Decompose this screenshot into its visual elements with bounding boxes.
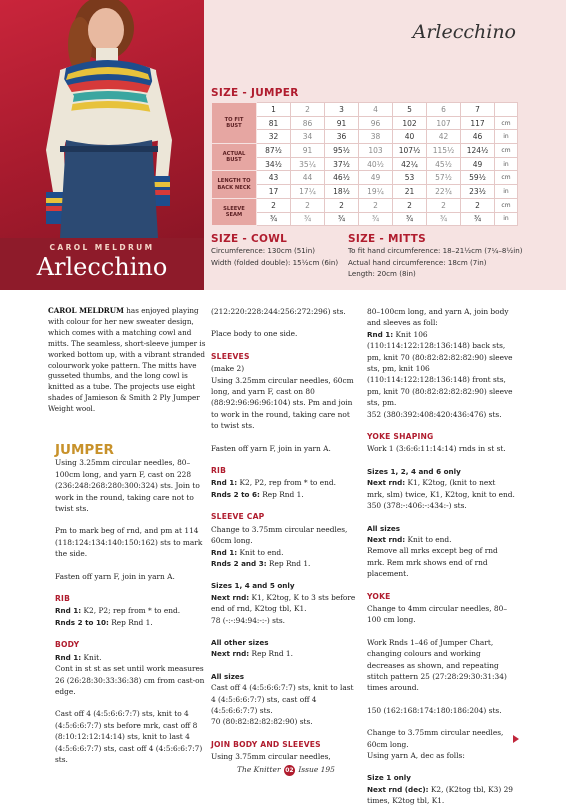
body-rnd1-label: Rnd 1: [55,652,82,662]
intro-text: has enjoyed playing with colour for her new sweater design, which comes with a matching cowl and mitts. The seamless, short-sleeve jumper is worked bottom up, with a vibrant stranded colourwork yoke pattern. The mitts have gusseted thumbs, and the long cowl is knitted as a tube. The projects use eight shades of Jamieson & Smith 2 Ply Jumper Weight wool. [48,306,206,414]
size-cell: 4 [359,103,393,117]
size-cell: 115½ [427,144,461,158]
size-cell: 49 [359,171,393,185]
jumper-cast-on: Using 3.25mm circular needles, 80–100cm long, and yarn F, cast on 228 (236:248:268:280:300:324) sts. Join to work in the round, taking care not to twist sts. [55,458,200,514]
column-3 [367,306,515,807]
size-cell: ¾ [359,212,393,226]
size-unit: cm [495,144,518,158]
size-jumper-heading: SIZE - JUMPER [211,87,299,99]
size-cell: 107 [427,116,461,130]
cap-rnd2-label: Rnds 2 and 3: [211,558,267,568]
sleeve-rib-rnd1: K2, P2, rep from * to end. [237,478,336,488]
size-table [211,102,518,226]
size-cell: 37½ [325,157,359,171]
size-cell: 6 [427,103,461,117]
size-row [212,144,518,158]
rib-rnd2-label: Rnds 2 to 10: [55,617,109,627]
intro-paragraph [48,306,212,415]
size-cowl-heading: SIZE - COWL [211,233,288,245]
rib-rnd1-label: Rnd 1: [55,606,82,616]
size-cell: 35¼ [291,157,325,171]
running-title: Arlecchino [412,21,516,43]
join-continued: 80–100cm long, and yarn A, join body and sleeves as foll: [367,307,509,328]
size-cell: 40 [393,130,427,144]
mitts-fit: To fit hand circumference: 18–21½cm (7¼–8½in) [348,246,523,255]
size-cell: 49 [461,157,495,171]
intro-lead: CAROL MELDRUM [48,306,125,315]
continue-arrow-icon [513,735,519,743]
size-cell: 91 [291,144,325,158]
yoke-chart: Work Rnds 1–46 of Jumper Chart, changing colours and working decreases as shown, and repeating stitch pattern 25 (27:28:29:30:31:34) times around. [367,637,507,693]
yoke-needles: Change to 4mm circular needles, 80–100 cm long. [367,603,508,625]
size-cell: 22¾ [427,185,461,199]
yoke-all-next-label: Next rnd: [367,534,406,544]
body-length: Cont in st st as set until work measures 26 (26:28:30:33:36:38) cm from cast-on edge. [55,664,205,696]
body-stitch-count: (212:220:228:244:256:272:296) sts. [211,307,346,316]
place-body-aside: Place body to one side. [211,329,298,339]
size-cell: 1 [257,103,291,117]
magazine-name: The Knitter [237,765,281,774]
join-rnd1-label: Rnd 1: [367,329,394,339]
size-row-label: LENGTH TO BACK NECK [212,171,257,198]
sizes-145-next-label: Next rnd: [211,592,250,602]
size-cell: 46½ [325,171,359,185]
size-cell: ¾ [325,212,359,226]
size-row [212,185,518,199]
rib-rnd2: Rep Rnd 1. [108,617,153,627]
size1-next: K2, (K2tog tbl, K3) 29 times, K2tog tbl, K1. [367,784,514,806]
size-cell: 117 [461,116,495,130]
sizes-1246-label: Sizes 1, 2, 4 and 6 only [367,466,461,476]
title-banner [0,238,204,290]
size-cell: 5 [393,103,427,117]
size-cell: ¾ [461,212,495,226]
sleeves-yarn-change: Fasten off yarn F, join in yarn A. [211,443,331,453]
size-cell: 2 [393,198,427,212]
jumper-heading: JUMPER [55,442,114,458]
sleeve-rib-rnd1-label: Rnd 1: [211,478,238,488]
size-cell: 44 [291,171,325,185]
size-row [212,157,518,171]
size-cell: 103 [359,144,393,158]
issue-number: Issue 195 [298,765,335,774]
size-cell: 2 [291,103,325,117]
yoke-dec: Using yarn A, dec as folls: [367,751,465,760]
size-row [212,130,518,144]
jumper-markers: Pm to mark beg of rnd, and pm at 114 (118:124:134:140:150:162) sts to mark the side. [55,526,203,559]
size-cell: 23½ [461,185,495,199]
size-cell: 40½ [359,157,393,171]
mitts-length: Length: 20cm (8in) [348,269,416,279]
size-cell: 2 [359,198,393,212]
size-cell: 45½ [427,157,461,171]
size-cell: 95½ [325,144,359,158]
sleeve-cap-heading: SLEEVE CAP [211,512,265,522]
all-sizes-cast-off: Cast off 4 (4:5:6:6:7:7) sts, knit to last 4 (4:5:6:6:7:7) sts, cast off 4 (4:5:6:6:7:7) sts. [211,683,354,715]
sleeve-rib-rnd2: Rep Rnd 1. [259,489,304,499]
yoke-count: 150 (162:168:174:180:186:204) sts. [367,705,502,715]
size-row [212,198,518,212]
pattern-title: Arlecchino [36,253,168,281]
size-cell: ¾ [291,212,325,226]
size-cell: 18½ [325,185,359,199]
size1-next-label: Next rnd (dec): [367,784,429,794]
size-unit [495,103,518,117]
all-sizes-label: All sizes [211,671,245,681]
size-cell: ¾ [393,212,427,226]
size-cell: ¾ [427,212,461,226]
yoke-all-next: Knit to end. [405,534,452,544]
cowl-width: Width (folded double): 15½cm (6in) [211,257,339,267]
size-cell: 2 [427,198,461,212]
size-unit: cm [495,116,518,130]
join-needles: Using 3.75mm circular needles, [211,752,331,762]
size-unit: in [495,157,518,171]
join-count: 352 (380:392:408:420:436:476) sts. [367,409,502,419]
sleeves-make: (make 2) [211,364,245,374]
size-cell: 57½ [427,171,461,185]
other-sizes-next: Rep Rnd 1. [249,649,293,659]
size-cell: 3 [325,103,359,117]
page-footer [237,765,335,776]
yoke-needles-change: Change to 3.75mm circular needles, 60cm long. [367,728,504,749]
size-unit: in [495,130,518,144]
size-cell: 81 [257,116,291,130]
cowl-circumference: Circumference: 130cm (51in) [211,246,316,255]
cap-rnd2: Rep Rnd 1. [266,558,311,568]
size-row [212,116,518,130]
sleeves-heading: SLEEVES [211,351,250,361]
sizes-145-count: 78 (-:-:94:94:-:-) sts. [211,615,286,625]
size-row-label: SLEEVE SEAM [212,198,257,225]
size-cell: 87½ [257,144,291,158]
sleeve-cap-needles: Change to 3.75mm circular needles, 60cm long. [211,524,348,546]
size-unit: in [495,212,518,226]
size-row [212,212,518,226]
yoke-remove-markers: Remove all mrks except beg of rnd mrk. Rem mrk shows end of rnd placement. [367,546,498,579]
size-cell: 36 [325,130,359,144]
size-row-label: TO FIT BUST [212,103,257,144]
join-rnd1: Knit 106 (110:114:122:128:136:148) back sts, pm, knit 70 (80:82:82:82:82:90) sleeve sts, pm, knit 106 (110:114:122:128:136:148) front sts, pm, knit 70 (80:82:82:82:82:90) sleeve sts, pm. [367,329,513,408]
mitts-actual: Actual hand circumference: 18cm (7in) [348,257,487,267]
sleeve-rib-rnd2-label: Rnds 2 to 6: [211,489,260,499]
size-cell: 21 [393,185,427,199]
size-cell: 34½ [257,157,291,171]
model-photo [0,0,204,238]
size-cell: 2 [461,198,495,212]
size-row [212,171,518,185]
size-cell: ¾ [257,212,291,226]
size-cell: 43 [257,171,291,185]
yoke-shaping-heading: YOKE SHAPING [367,432,434,442]
sizes-145-label: Sizes 1, 4 and 5 only [211,581,295,591]
size-cell: 2 [325,198,359,212]
size-cell: 32 [257,130,291,144]
sizes-1246-next-label: Next rnd: [367,478,406,488]
size-unit: cm [495,171,518,185]
size-cell: 102 [393,116,427,130]
rib-rnd1: K2, P2; rep from * to end. [81,606,181,616]
designer-name: CAROL MELDRUM [49,243,155,252]
size-cell: 38 [359,130,393,144]
size-cell: 2 [291,198,325,212]
size-unit: cm [495,198,518,212]
size-cell: 42¼ [393,157,427,171]
sizes-1246-count: 350 (378:-:406:-:434:-) sts. [367,501,467,511]
size-mitts-heading: SIZE - MITTS [348,233,427,245]
body-heading: BODY [55,640,80,650]
size-cell: 34 [291,130,325,144]
size-cowl-specs [211,245,338,268]
size-cell: 91 [325,116,359,130]
size-cell: 19¼ [359,185,393,199]
sleeves-cast-on: Using 3.25mm circular needles, 60cm long, and yarn F, cast on 80 (88:92:96:96:96:104) sts. Pm and join to work in the round, taking care not to twist sts. [211,375,354,431]
column-2 [211,306,357,763]
sizes-1246-next: K1, K2tog, (knit to next mrk, slm) twice, K1, K2tog, knit to end. [367,478,515,499]
body-rnd1: Knit. [81,652,102,662]
size-cell: 124½ [461,144,495,158]
column-1 [55,442,205,776]
size-cell: 42 [427,130,461,144]
cap-rnd1-label: Rnd 1: [211,547,238,557]
size-cell: 107½ [393,144,427,158]
size-unit: in [495,185,518,199]
size-mitts-specs [348,245,523,280]
cap-rnd1: Knit to end. [237,547,284,557]
size-cell: 53 [393,171,427,185]
jumper-yarn-change: Fasten off yarn F, join in yarn A. [55,571,175,581]
sleeve-rib-heading: RIB [211,466,227,476]
size-cell: 96 [359,116,393,130]
size-cell: 2 [257,198,291,212]
size-cell: 46 [461,130,495,144]
yoke-shaping-rnds: Work 1 (3:6:6:11:14:14) rnds in st st. [367,444,506,454]
body-cast-off: Cast off 4 (4:5:6:6:7:7) sts, knit to 4 (4:5:6:6:7:7) sts before mrk, cast off 8 (8:10:12:12:14:14) sts, knit to last 4 (4:5:6:6:7:7) sts, cast off 4 (4:5:6:6:7:7) sts. [55,709,203,764]
rib-heading: RIB [55,594,71,604]
size-cell: 59½ [461,171,495,185]
size-cell: 17 [257,185,291,199]
other-sizes-next-label: Next rnd: [211,649,250,659]
sizes-145-next: K1, K2tog, K to 3 sts before end of rnd, K2tog tbl, K1. [211,592,356,614]
size-cell: 7 [461,103,495,117]
other-sizes-label: All other sizes [211,637,269,647]
size-row-label: ACTUAL BUST [212,144,257,171]
size-cell: 86 [291,116,325,130]
size-cell: 17¼ [291,185,325,199]
all-sizes-count: 70 (80:82:82:82:82:90) sts. [211,717,313,727]
size-row [212,103,518,117]
size1-label: Size 1 only [367,773,411,783]
join-heading: JOIN BODY AND SLEEVES [211,739,321,749]
yoke-heading: YOKE [367,591,391,601]
page-number: 02 [285,767,294,774]
yoke-all-sizes-label: All sizes [367,523,401,533]
